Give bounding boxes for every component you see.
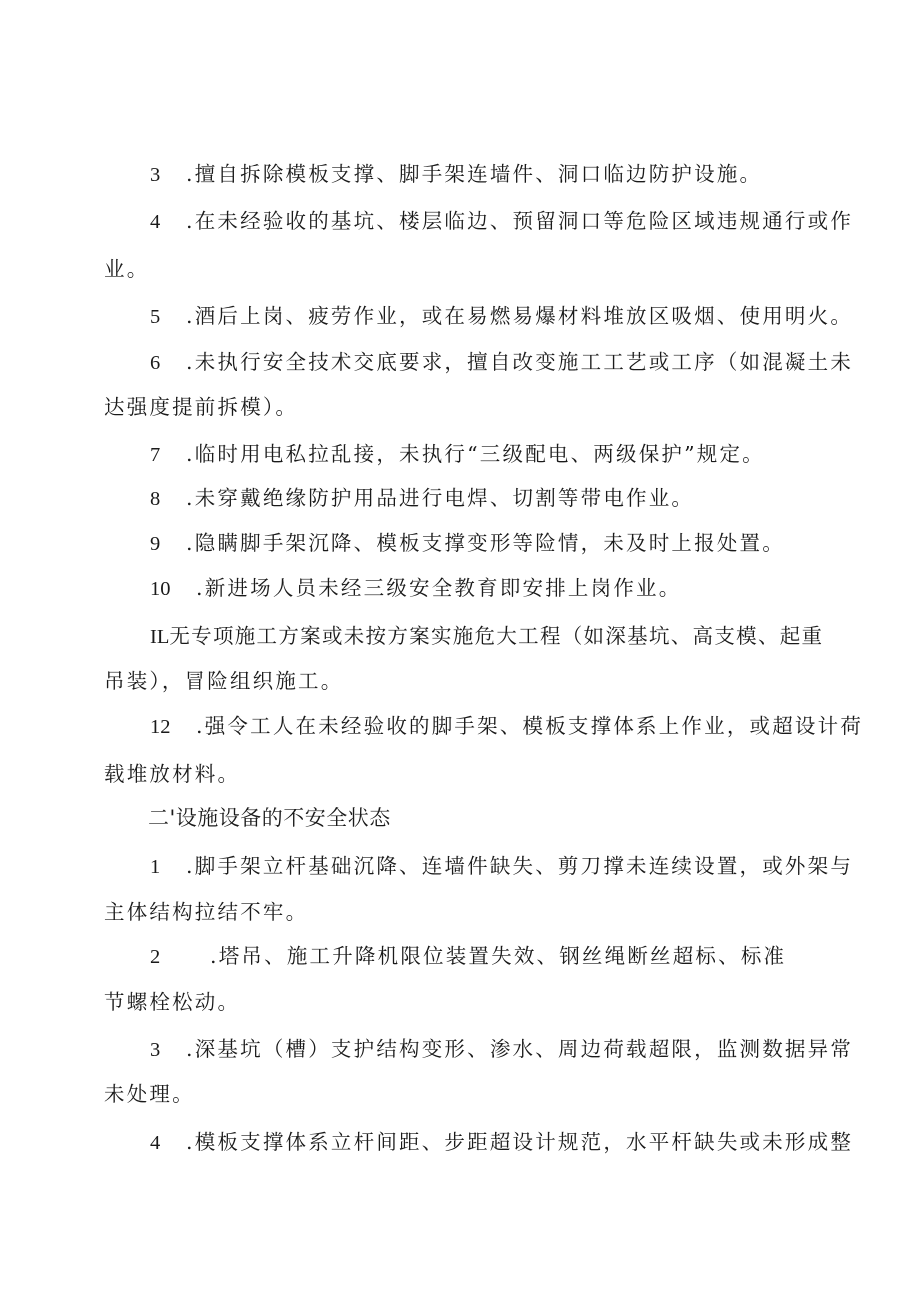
- item-text: .新进场人员未经三级安全教育即安排上岗作业。: [196, 576, 682, 600]
- list-item: [150, 852, 853, 881]
- item-text: .临时用电私拉乱接，未执行“三级配电、两级保护”规定。: [186, 442, 765, 466]
- list-item: [150, 160, 762, 189]
- item-number: 5: [150, 306, 161, 328]
- list-item: [150, 348, 853, 377]
- item-number: 3: [150, 1039, 161, 1061]
- item-text: .模板支撑体系立杆间距、步距超设计规范，水平杆缺失或未形成整: [186, 1130, 854, 1154]
- list-item: [150, 484, 694, 513]
- item-number: 2: [150, 946, 161, 968]
- item-number: 10: [150, 578, 171, 600]
- item-number: 4: [150, 211, 161, 233]
- list-item: [150, 574, 681, 603]
- item-text: .深基坑（槽）支护结构变形、渗水、周边荷载超限，监测数据异常: [186, 1037, 854, 1061]
- item-number: 12: [150, 716, 171, 738]
- list-item: [150, 1128, 853, 1157]
- item-number: 3: [150, 164, 161, 186]
- item-text: .未穿戴绝缘防护用品进行电焊、切割等带电作业。: [186, 486, 695, 510]
- item-continuation: 主体结构拉结不牢。: [104, 900, 309, 924]
- item-text: .强令工人在未经验收的脚手架、模板支撑体系上作业，或超设计荷: [196, 714, 864, 738]
- item-text: .塔吊、施工升降机限位装置失效、钢丝绳断丝超标、标准: [210, 944, 787, 968]
- item-number: 7: [150, 444, 161, 466]
- item-number: 8: [150, 488, 161, 510]
- list-item: [150, 942, 786, 971]
- item-text: .隐瞒脚手架沉降、模板支撑变形等险情，未及时上报处置。: [186, 531, 785, 555]
- list-item: [150, 302, 853, 331]
- list-item: [150, 712, 863, 741]
- item-number: 9: [150, 533, 161, 555]
- item-text: .在未经验收的基坑、楼层临边、预留洞口等危险区域违规通行或作: [186, 209, 854, 233]
- item-number: IL: [150, 626, 170, 648]
- item-text: .未执行安全技术交底要求，擅自改变施工工艺或工序（如混凝土未: [186, 350, 854, 374]
- item-text: .酒后上岗、疲劳作业，或在易燃易爆材料堆放区吸烟、使用明火。: [186, 304, 854, 328]
- item-continuation: 未处理。: [104, 1082, 195, 1106]
- list-item: [150, 622, 823, 651]
- item-text: .脚手架立杆基础沉降、连墙件缺失、剪刀撑未连续设置，或外架与: [186, 854, 854, 878]
- section-heading: 二'设施设备的不安全状态: [148, 806, 391, 830]
- item-continuation: 业。: [104, 257, 150, 281]
- list-item: [150, 440, 765, 469]
- item-continuation: 吊装），冒险组织施工。: [104, 669, 344, 693]
- item-number: 4: [150, 1132, 161, 1154]
- list-item: [150, 529, 785, 558]
- item-continuation: 达强度提前拆模）。: [104, 395, 299, 419]
- item-number: 1: [150, 856, 161, 878]
- list-item: [150, 1035, 853, 1064]
- item-continuation: 载堆放材料。: [104, 762, 241, 786]
- item-text: 无专项施工方案或未按方案实施危大工程（如深基坑、高支模、起重: [169, 624, 824, 648]
- list-item: [150, 207, 853, 236]
- item-text: .擅自拆除模板支撑、脚手架连墙件、洞口临边防护设施。: [186, 162, 763, 186]
- item-continuation: 节螺栓松动。: [104, 990, 241, 1014]
- item-number: 6: [150, 352, 161, 374]
